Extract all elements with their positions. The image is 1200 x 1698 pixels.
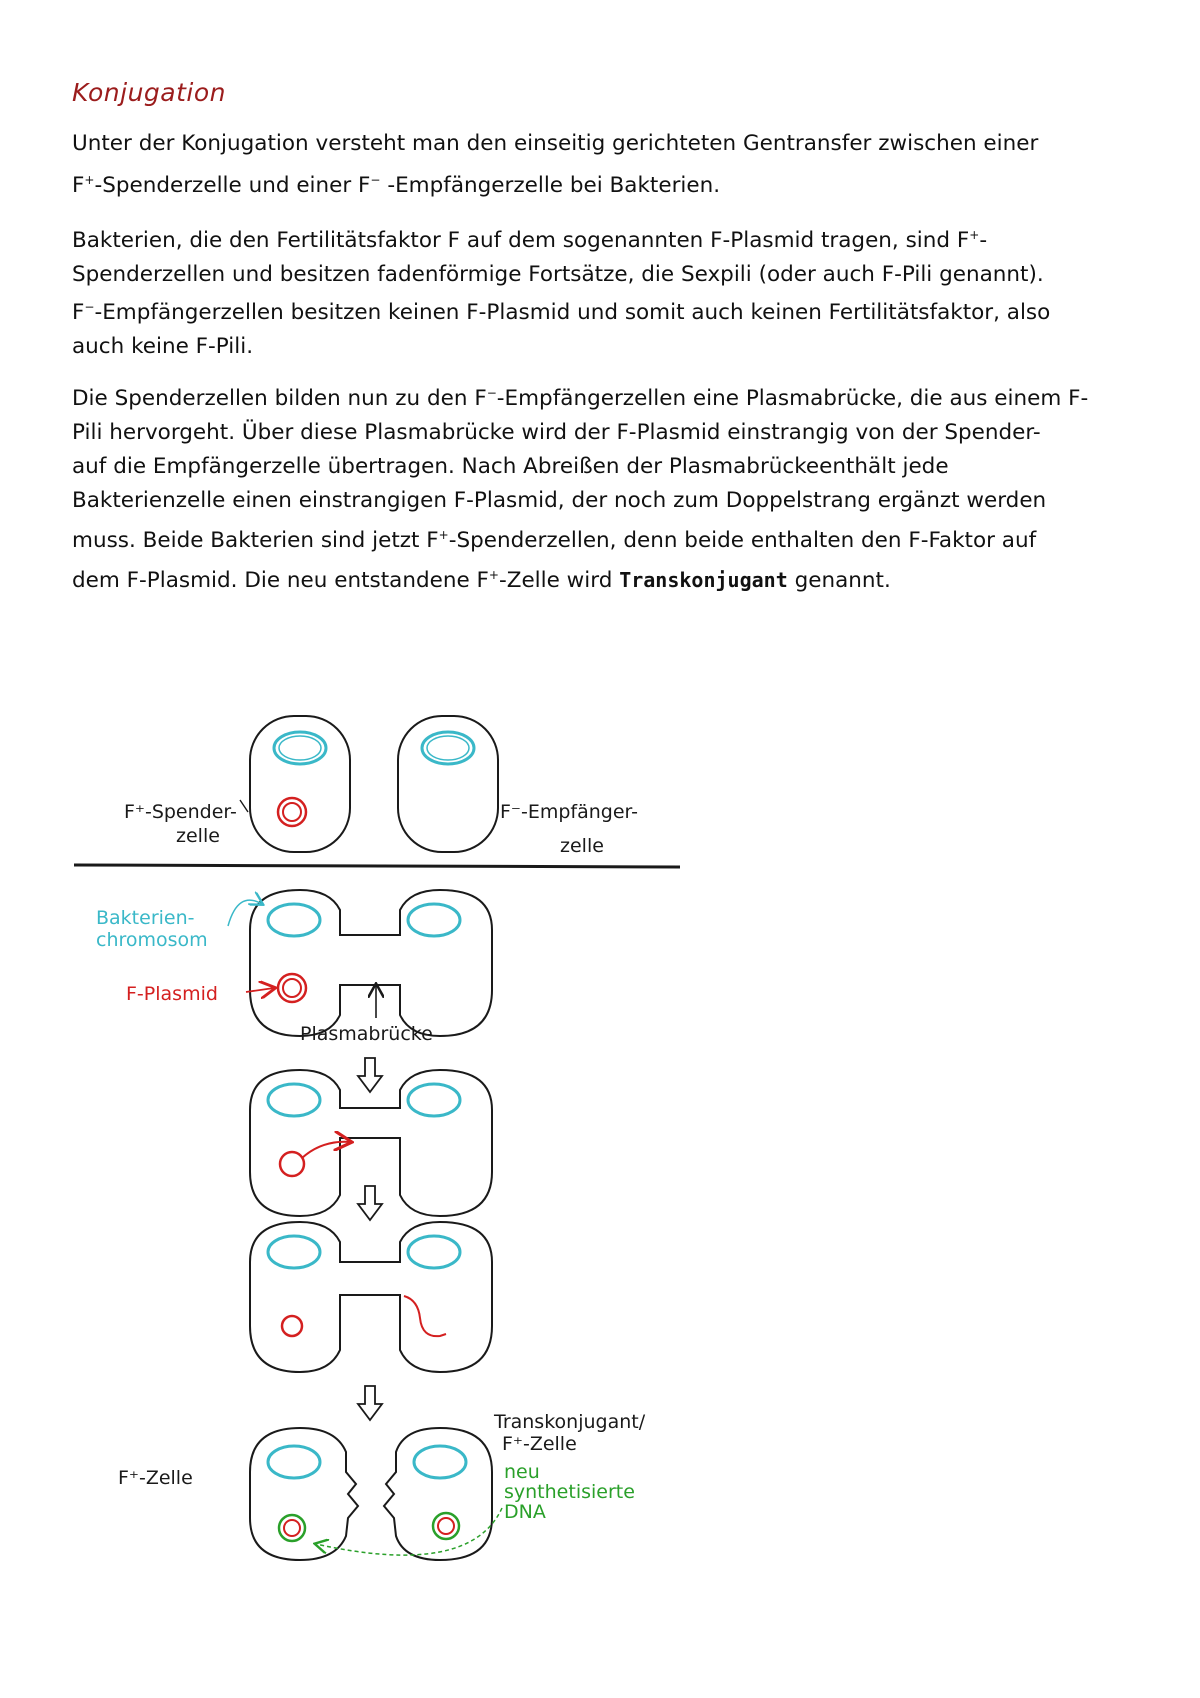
p4-line6b: -Zelle wird (498, 568, 620, 594)
p1-text-b: -Spenderzelle und einer F (94, 173, 371, 199)
divider-line (74, 865, 680, 867)
f-plasmid-icon (280, 1152, 304, 1176)
arrow-down-icon (358, 1386, 382, 1420)
chromosome-inner-icon (427, 736, 469, 760)
p2-text-b: - (979, 228, 988, 254)
label-recipient: F⁻-Empfänger- (500, 801, 638, 823)
chromosome-icon (408, 904, 460, 936)
label-new-dna: neu (504, 1461, 540, 1483)
label-transconjugant: Transkonjugant/ (494, 1411, 646, 1433)
f-plasmid-inner-icon (283, 803, 301, 821)
chromosome-icon (268, 1084, 320, 1116)
p4-text-b: -Empfängerzellen eine Plasmabrücke, die aus einem F- (496, 386, 1089, 412)
p3-text-b: -Empfängerzellen besitzen keinen F-Plasmid und somit auch keinen Fertilitätsfaktor, also (94, 300, 1051, 326)
p1-text-a: F (72, 173, 85, 199)
label-plasmid: F-Plasmid (126, 983, 218, 1005)
label-donor: F⁺-Spender- (124, 801, 237, 823)
label-recipient-2: zelle (560, 835, 604, 857)
p4-line3: auf die Empfängerzelle übertragen. Nach Abreißen der Plasmabrückeenthält jede (72, 454, 949, 480)
p4-sup-a: − (486, 386, 497, 400)
p3-text-a: F (72, 300, 85, 326)
stage-5-cells (250, 1428, 502, 1560)
arrow-down-icon (358, 1058, 382, 1092)
label-chromosome-2: chromosom (96, 929, 208, 951)
f-plasmid-inner-icon (283, 979, 301, 997)
p1-sup-b: − (370, 173, 381, 187)
p3-sup-a: − (84, 300, 95, 314)
chromosome-icon (268, 1236, 320, 1268)
p1-sup-a: + (84, 173, 95, 187)
transfer-strand-icon (302, 1142, 350, 1158)
chromosome-icon (408, 1084, 460, 1116)
p4-line6a: dem F-Plasmid. Die neu entstandene F (72, 568, 489, 594)
p4-line6c: genannt. (787, 568, 891, 594)
stage-4-cells (250, 1222, 492, 1372)
chromosome-pointer-icon (228, 900, 262, 926)
f-plasmid-inner-icon (438, 1518, 454, 1534)
label-bridge: Plasmabrücke (300, 1023, 433, 1045)
p2-sup-a: + (969, 228, 980, 242)
p4-line5-sup: + (438, 528, 449, 543)
label-donor-2: zelle (176, 825, 220, 847)
stage-1-cells (250, 716, 498, 852)
transconjugant-cell (384, 1428, 492, 1560)
transkonjugant-term: Transkonjugant (619, 568, 788, 593)
chromosome-icon (274, 732, 326, 764)
p4-line2: Pili hervorgeht. Über diese Plasmabrücke wird der F-Plasmid einstrangig von der Spender- (72, 420, 1041, 446)
chromosome-inner-icon (279, 736, 321, 760)
label-fplus-cell: F⁺-Zelle (118, 1467, 193, 1489)
stage-2-cells (250, 890, 492, 1036)
new-dna-icon (279, 1515, 305, 1541)
transferred-strand-icon (404, 1296, 446, 1336)
chromosome-icon (422, 732, 474, 764)
p4-text-a: Die Spenderzellen bilden nun zu den F (72, 386, 487, 412)
page-title: Konjugation (72, 78, 227, 107)
label-chromosome: Bakterien- (96, 907, 195, 929)
p4-line5a: muss. Beide Bakterien sind jetzt F (72, 528, 439, 554)
f-plasmid-single-strand-icon (282, 1316, 302, 1336)
p4-line5b: -Spenderzellen, denn beide enthalten den F-Faktor auf (448, 528, 1037, 554)
label-new-dna-3: DNA (504, 1501, 546, 1523)
new-dna-pointer-icon (316, 1508, 502, 1555)
chromosome-icon (414, 1446, 466, 1478)
p4-line4: Bakterienzelle einen einstrangigen F-Plasmid, der noch zum Doppelstrang ergänzt werden (72, 488, 1047, 514)
p4-line6-sup: + (488, 568, 499, 583)
label-new-dna-2: synthetisierte (504, 1481, 635, 1503)
chromosome-icon (268, 1446, 320, 1478)
p3-line2: auch keine F-Pili. (72, 334, 254, 360)
donor-pointer-icon (240, 800, 248, 812)
chromosome-icon (408, 1236, 460, 1268)
p2-text-a: Bakterien, die den Fertilitätsfaktor F auf dem sogenannten F-Plasmid tragen, sind F (72, 228, 970, 254)
p1-text-c: -Empfängerzelle bei Bakterien. (380, 173, 721, 199)
f-plasmid-inner-icon (284, 1520, 300, 1536)
label-transconjugant-2: F⁺-Zelle (502, 1433, 577, 1455)
p1-line1: Unter der Konjugation versteht man den einseitig gerichteten Gentransfer zwischen einer (72, 131, 1039, 156)
new-dna-icon (433, 1513, 459, 1539)
p2-line2: Spenderzellen und besitzen fadenförmige Fortsätze, die Sexpili (oder auch F-Pili genannt). (72, 262, 1044, 288)
arrow-down-icon (358, 1186, 382, 1220)
chromosome-icon (268, 904, 320, 936)
